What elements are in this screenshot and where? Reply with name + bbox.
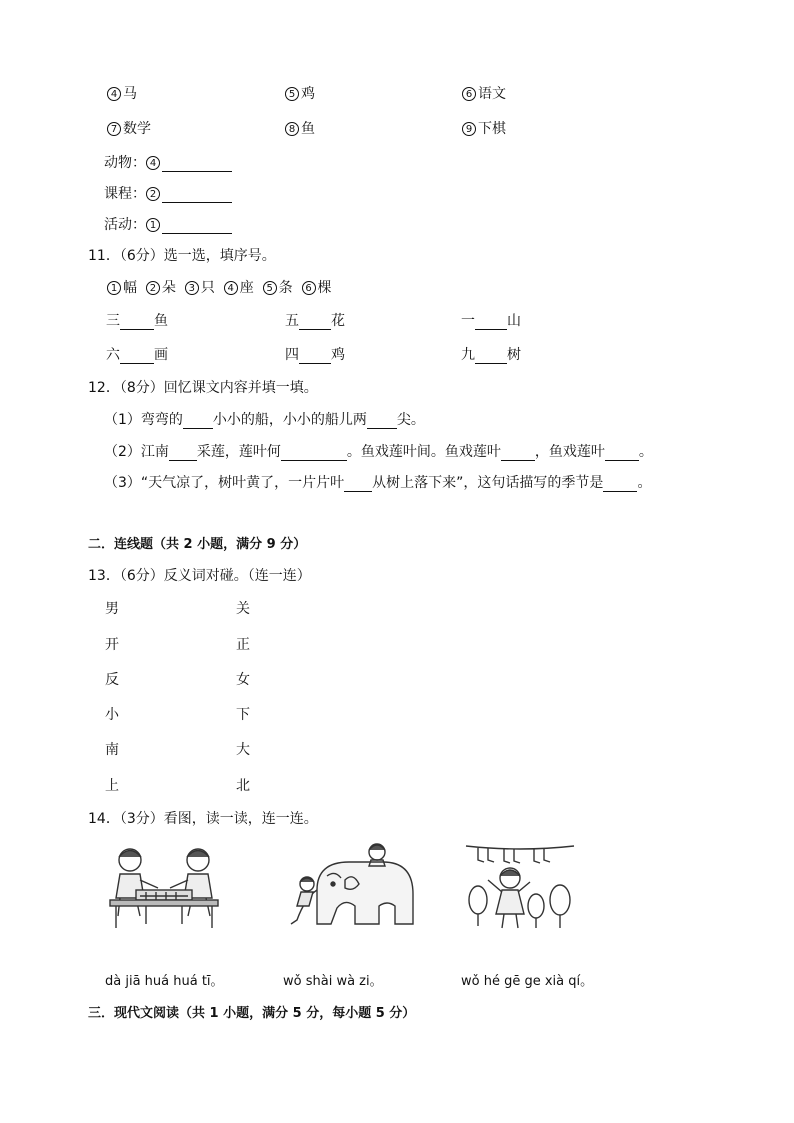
- question-14-title: 14．（3分）看图，读一读，连一连。: [88, 811, 318, 827]
- q11-item: 五 花: [285, 313, 345, 329]
- right-word[interactable]: 女: [236, 672, 250, 688]
- answer-blank[interactable]: [367, 414, 397, 429]
- q11-item: 一 山: [461, 313, 521, 329]
- answer-blank[interactable]: [183, 414, 213, 429]
- left-word[interactable]: 反: [105, 672, 119, 688]
- category-animals: 动物： 4: [104, 154, 232, 172]
- left-word[interactable]: 南: [105, 742, 119, 758]
- option-9-chess: 9 下棋: [462, 120, 506, 138]
- answer-blank[interactable]: [603, 477, 637, 492]
- right-word[interactable]: 关: [236, 601, 250, 617]
- answer-blank[interactable]: [299, 315, 331, 330]
- drying-socks-picture[interactable]: [464, 840, 576, 930]
- pinyin-1[interactable]: dà jiā huá huá tī。: [105, 974, 224, 989]
- answer-blank[interactable]: [162, 157, 232, 172]
- answer-blank[interactable]: [162, 188, 232, 203]
- answer-blank[interactable]: [169, 446, 197, 461]
- q11-item: 四 鸡: [285, 347, 345, 363]
- option-4-horse: 4 马: [107, 85, 137, 103]
- question-12-title: 12．（8分）回忆课文内容并填一填。: [88, 380, 318, 396]
- option-8-fish: 8 鱼: [285, 120, 315, 138]
- q12-line-3: （3）“天气凉了，树叶黄了，一片片叶 从树上落下来”，这句话描写的季节是 。: [104, 475, 652, 491]
- pinyin-2[interactable]: wǒ shài wà zi。: [283, 974, 383, 989]
- left-word[interactable]: 开: [105, 637, 119, 653]
- right-word[interactable]: 北: [236, 778, 250, 794]
- right-word[interactable]: 正: [236, 637, 250, 653]
- left-word[interactable]: 小: [105, 707, 119, 723]
- section-2-heading: 二．连线题（共 2 小题，满分 9 分）: [88, 537, 307, 552]
- pinyin-3[interactable]: wǒ hé gē ge xià qí。: [461, 974, 594, 989]
- answer-blank[interactable]: [501, 446, 535, 461]
- answer-blank[interactable]: [475, 349, 507, 364]
- answer-blank[interactable]: [344, 477, 372, 492]
- right-word[interactable]: 大: [236, 742, 250, 758]
- question-11-title: 11．（6分）选一选，填序号。: [88, 248, 276, 264]
- option-6-chinese: 6 语文: [462, 85, 506, 103]
- option-7-math: 7 数学: [107, 120, 151, 138]
- q12-line-2: （2）江南 采莲，莲叶何 。鱼戏莲叶间。鱼戏莲叶 ，鱼戏莲叶 。: [104, 444, 653, 460]
- answer-blank[interactable]: [162, 219, 232, 234]
- answer-blank[interactable]: [120, 315, 154, 330]
- kids-playing-chess-picture[interactable]: [106, 840, 222, 930]
- left-word[interactable]: 男: [105, 601, 119, 617]
- left-word[interactable]: 上: [105, 778, 119, 794]
- q11-options: 1 幅 2 朵 3 只 4 座 5 条 6 棵: [107, 279, 332, 297]
- answer-blank[interactable]: [475, 315, 507, 330]
- answer-blank[interactable]: [299, 349, 331, 364]
- q11-item: 九 树: [461, 347, 521, 363]
- category-courses: 课程： 2: [104, 185, 232, 203]
- q12-line-1: （1）弯弯的 小小的船，小小的船儿两 尖。: [104, 412, 425, 428]
- q11-item: 三 鱼: [106, 313, 168, 329]
- question-13-title: 13．（6分）反义词对碰。（连一连）: [88, 568, 311, 584]
- elephant-slide-picture[interactable]: [287, 840, 419, 930]
- q11-item: 六 画: [106, 347, 168, 363]
- answer-blank[interactable]: [605, 446, 639, 461]
- answer-blank[interactable]: [281, 446, 347, 461]
- answer-blank[interactable]: [120, 349, 154, 364]
- category-activities: 活动： 1: [104, 216, 232, 234]
- option-5-chicken: 5 鸡: [285, 85, 315, 103]
- right-word[interactable]: 下: [236, 707, 250, 723]
- section-3-heading: 三．现代文阅读（共 1 小题，满分 5 分，每小题 5 分）: [88, 1006, 416, 1021]
